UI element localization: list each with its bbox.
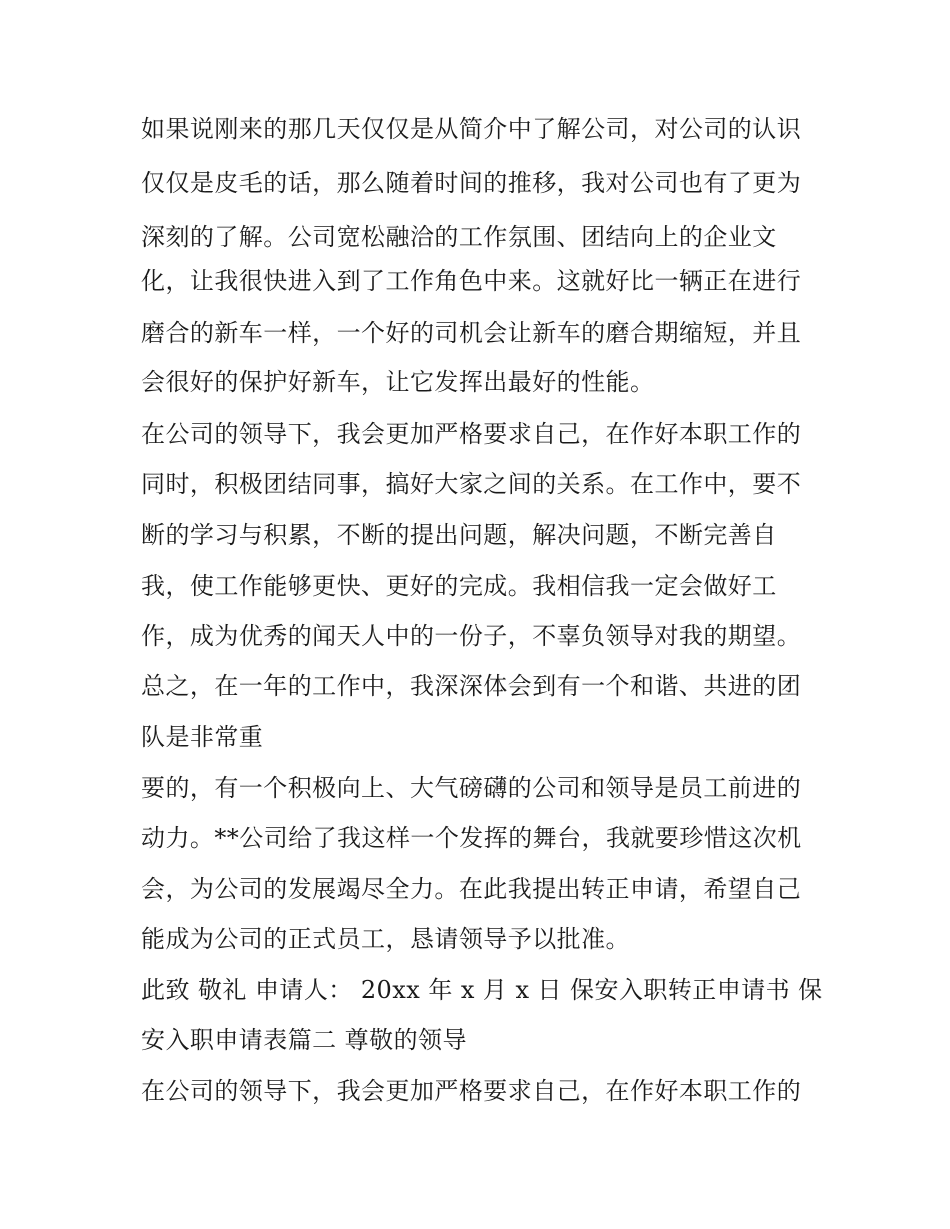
text-line-11: 作，成为优秀的闻天人中的一份子，不辜负领导对我的期望。	[141, 622, 802, 650]
text-line-9: 断的学习与积累，不断的提出问题，解决问题，不断完善自	[141, 521, 777, 549]
text-line-8: 同时，积极团结同事，搞好大家之间的关系。在工作中，要不	[141, 470, 802, 498]
text-line-2: 仅仅是皮毛的话，那么随着时间的推移，我对公司也有了更为	[141, 169, 802, 197]
text-line-7: 在公司的领导下，我会更加严格要求自己，在作好本职工作的	[141, 420, 802, 448]
text-line-20: 在公司的领导下，我会更加严格要求自己，在作好本职工作的	[141, 1077, 802, 1105]
text-line-14: 要的，有一个积极向上、大气磅礴的公司和领导是员工前进的	[141, 774, 802, 802]
text-line-5: 磨合的新车一样，一个好的司机会让新车的磨合期缩短，并且	[141, 319, 802, 347]
text-line-3: 深刻的了解。公司宽松融洽的工作氛围、团结向上的企业文	[141, 223, 777, 251]
text-line-1: 如果说刚来的那几天仅仅是从简介中了解公司，对公司的认识	[141, 115, 802, 143]
text-line-12: 总之，在一年的工作中，我深深体会到有一个和谐、共进的团	[141, 672, 802, 700]
text-line-17: 能成为公司的正式员工，恳请领导予以批准。	[141, 925, 630, 953]
text-line-16: 会，为公司的发展竭尽全力。在此我提出转正申请，希望自己	[141, 875, 802, 903]
text-line-19: 安入职申请表篇二 尊敬的领导	[141, 1026, 467, 1054]
text-line-6: 会很好的保护好新车，让它发挥出最好的性能。	[141, 368, 655, 396]
text-line-4: 化，让我很快进入到了工作角色中来。这就好比一辆正在进行	[141, 267, 802, 295]
text-line-10: 我，使工作能够更快、更好的完成。我相信我一定会做好工	[141, 572, 777, 600]
text-line-13: 队是非常重	[141, 723, 264, 751]
text-line-15: 动力。**公司给了我这样一个发挥的舞台，我就要珍惜这次机	[141, 824, 802, 852]
text-line-18: 此致 敬礼 申请人： 20xx 年 x 月 x 日 保安入职转正申请书 保	[141, 976, 823, 1004]
